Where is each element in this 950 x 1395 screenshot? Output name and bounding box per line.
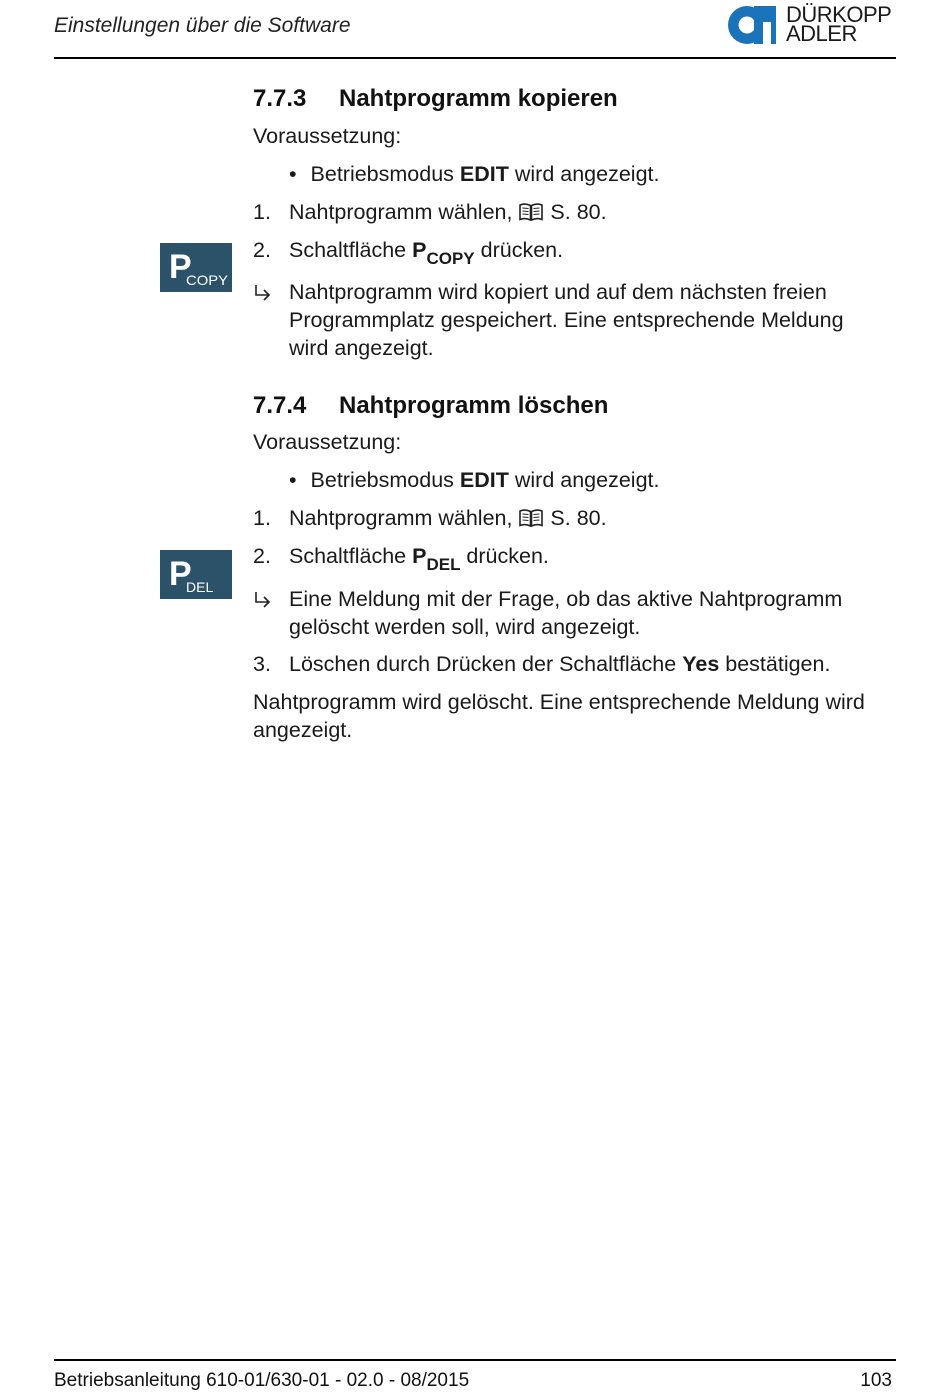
footer-page-number: 103 (860, 1370, 892, 1391)
step-2 (253, 542, 271, 570)
final-note-line: Nahtprogramm wird gelöscht. Eine entsprechende Meldung wird (253, 690, 865, 714)
result-line: gelöscht werden soll, wird angezeigt. (289, 615, 641, 639)
brand-logo-icon (728, 4, 782, 46)
book-icon (518, 508, 544, 528)
button-name: P (412, 238, 427, 262)
step-number: 1. (253, 506, 271, 530)
step-text-post: bestätigen. (719, 652, 831, 676)
section-title: Nahtprogramm löschen (339, 392, 609, 419)
bullet-text-post: wird angezeigt. (508, 162, 660, 186)
section-number: 7.7.4 (253, 392, 307, 419)
step-text-post: drücken. (460, 544, 549, 568)
result-arrow-icon (253, 284, 273, 302)
step-1 (253, 198, 271, 226)
section-title: Nahtprogramm kopieren (339, 85, 618, 112)
final-note-line: angezeigt. (253, 718, 353, 742)
step-3-text (289, 650, 830, 678)
precondition-label: Voraussetzung: (253, 124, 402, 148)
header-rule (54, 57, 896, 59)
logo-text-line1: DÜRKOPP (786, 2, 892, 27)
p-copy-button-icon (160, 243, 232, 292)
step-text: Nahtprogramm wählen, (289, 506, 519, 530)
step-1 (253, 504, 271, 532)
section-heading-delete (253, 392, 608, 420)
p-del-icon-label: DEL (186, 579, 214, 595)
p-del-button-icon (160, 550, 232, 599)
step-text-pre: Schaltfläche (289, 544, 413, 568)
page-reference-link[interactable]: S. 80. (550, 200, 607, 224)
page-reference-link[interactable]: S. 80. (550, 506, 607, 530)
footer-manual-info: Betriebsanleitung 610-01/630-01 - 02.0 - 08/2015 (54, 1370, 470, 1391)
result-arrow-icon (253, 591, 273, 609)
step-number: 3. (253, 652, 271, 676)
bullet-item (289, 160, 659, 188)
section-number: 7.7.3 (253, 85, 307, 112)
precondition-label: Voraussetzung: (253, 430, 402, 454)
p-copy-icon-label: COPY (186, 272, 229, 288)
step-text-post: drücken. (474, 238, 564, 262)
step-1-text (289, 504, 607, 532)
step-2 (253, 236, 271, 264)
result-line: Programmplatz gespeichert. Eine entsprechende Meldung (289, 308, 844, 332)
step-text-pre: Löschen durch Drücken der Schaltfläche (289, 652, 683, 676)
step-number: 2. (253, 544, 271, 568)
result-line: Eine Meldung mit der Frage, ob das aktive Nahtprogramm (289, 587, 843, 611)
page-header-title: Einstellungen über die Software (54, 14, 351, 37)
step-number: 2. (253, 238, 271, 262)
step-number: 1. (253, 200, 271, 224)
bullet-text-pre: Betriebsmodus (310, 162, 460, 186)
p-del-icon-letter: P (169, 555, 192, 593)
step-2-text (289, 236, 563, 273)
book-icon (518, 202, 544, 222)
step-text-pre: Schaltfläche (289, 238, 413, 262)
section-heading-copy (253, 85, 618, 113)
bullet-text-post: wird angezeigt. (508, 468, 660, 492)
step-2-text (289, 542, 549, 579)
button-name: Yes (682, 652, 720, 676)
result-line: wird angezeigt. (289, 336, 434, 360)
logo-text-line2: ADLER (786, 21, 857, 46)
p-copy-icon-letter: P (169, 248, 192, 286)
bullet-text-pre: Betriebsmodus (310, 468, 460, 492)
step-text: Nahtprogramm wählen, (289, 200, 519, 224)
step-1-text (289, 198, 607, 226)
brand-logo (728, 4, 898, 48)
bullet-text-bold: EDIT (459, 468, 509, 492)
button-name: P (412, 544, 427, 568)
button-name-sub: COPY (426, 249, 475, 268)
result-text (289, 278, 844, 362)
step-3 (253, 650, 271, 678)
bullet-text-bold: EDIT (459, 162, 509, 186)
bullet-item (289, 466, 659, 494)
bullet-icon: • (289, 468, 297, 492)
result-text (289, 585, 842, 641)
footer-rule (54, 1359, 896, 1361)
button-name-sub: DEL (426, 555, 461, 574)
final-note (253, 688, 865, 744)
result-line: Nahtprogramm wird kopiert und auf dem nächsten freien (289, 280, 827, 304)
bullet-icon: • (289, 162, 297, 186)
